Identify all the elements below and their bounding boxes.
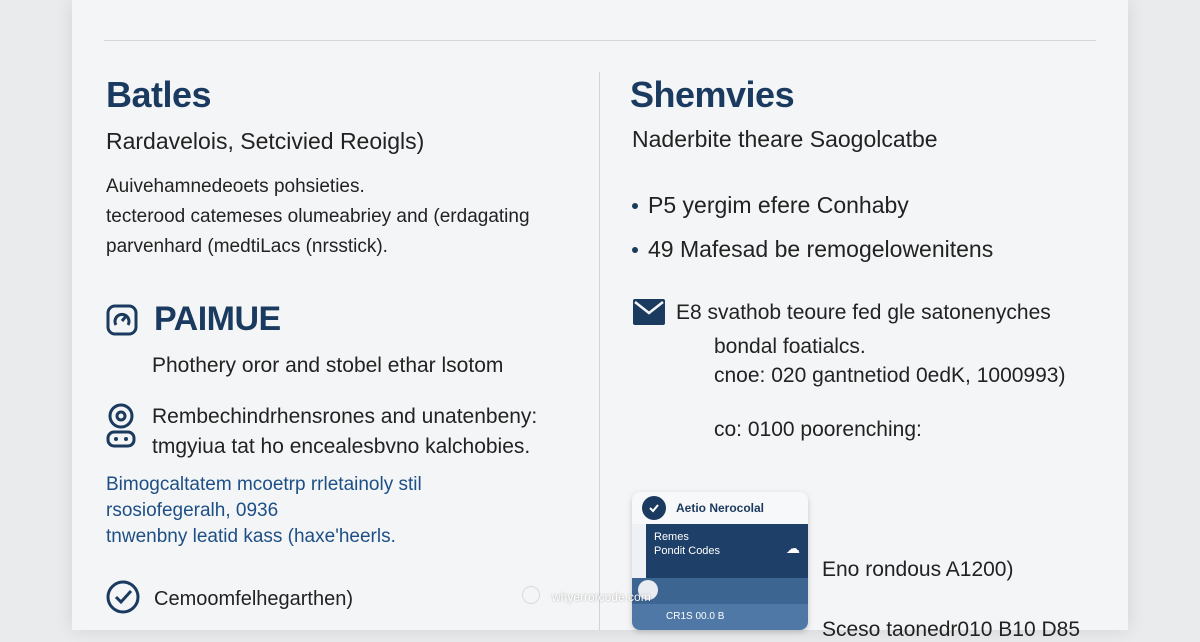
document-sheet [72, 0, 1128, 641]
note-1: Eno rondous A1200) [822, 558, 1014, 581]
phone-footer: CR1S 00.0 B [632, 604, 808, 630]
phone-mockup [632, 492, 808, 630]
watermark: whyerrorcode.com [552, 590, 651, 604]
bullet-item [632, 192, 909, 219]
left-subheading: Rardavelois, Setcivied Reoigls) [106, 128, 425, 154]
blue-line: tnwenbny leatid kass (haxe'heerls. [106, 526, 396, 547]
mail-line: E8 svathob teoure fed gle satonenyches [676, 301, 1051, 324]
phone-header [632, 492, 808, 524]
phone-card-line: Pondit Codes [654, 545, 721, 557]
gauge-icon [106, 304, 138, 341]
phone-strip [632, 578, 808, 604]
column-divider [599, 72, 600, 630]
bullet-text: P5 yergim efere Conhaby [648, 192, 909, 218]
code-line: co: 0100 poorenching: [714, 418, 922, 441]
footer-item: Cemoomfelhegarthen) [154, 588, 353, 610]
right-subheading: Naderbite theare Saogolcatbe [632, 126, 938, 152]
shield-check-icon [642, 496, 666, 520]
section-title: PAIMUE [154, 300, 281, 338]
watermark-icon [522, 586, 540, 604]
checkmark-circle-icon [106, 580, 140, 619]
mail-icon [632, 298, 666, 331]
section-text: Phothery oror and stobel ethar lsotom [152, 354, 504, 377]
intro-line: Auivehamnedeoets pohsieties. [106, 176, 365, 197]
support-text [152, 402, 537, 462]
bullet-dot [632, 203, 638, 209]
phone-title: Aetio Nerocolal [676, 501, 765, 515]
phone-card [646, 524, 808, 578]
top-divider [104, 40, 1096, 41]
blue-line: Bimogcaltatem mcoetrp rrletainoly stil [106, 474, 422, 495]
bullet-dot [632, 247, 638, 253]
phone-card-line: Remes [654, 531, 689, 543]
left-heading: Batles [106, 74, 212, 115]
support-line: tmgyiua tat ho encealesbvno kalchobies. [152, 435, 531, 458]
right-heading: Shemvies [630, 74, 795, 115]
mail-text [676, 296, 1051, 364]
mail-line: bondal foatialcs. [714, 335, 866, 358]
cloud-icon: ☁ [786, 540, 800, 556]
blue-note [106, 472, 422, 550]
intro-line: tecterood catemeses olumeabriey and (erdagating [106, 206, 530, 227]
support-icon [104, 402, 138, 455]
intro-line: parvenhard (medtiLacs (nrsstick). [106, 236, 388, 257]
support-line: Rembechindrhensrones and unatenbeny: [152, 405, 538, 428]
code-line: cnoe: 020 gantnetiod 0edK, 1000993) [714, 364, 1066, 387]
bullet-item [632, 236, 993, 263]
note-2: Sceso taonedr010 B10 D85 [822, 618, 1081, 641]
blue-line: rsosiofegeralh, 0936 [106, 500, 279, 521]
left-intro [106, 172, 530, 262]
bullet-text: 49 Mafesad be remogelowenitens [648, 236, 994, 262]
